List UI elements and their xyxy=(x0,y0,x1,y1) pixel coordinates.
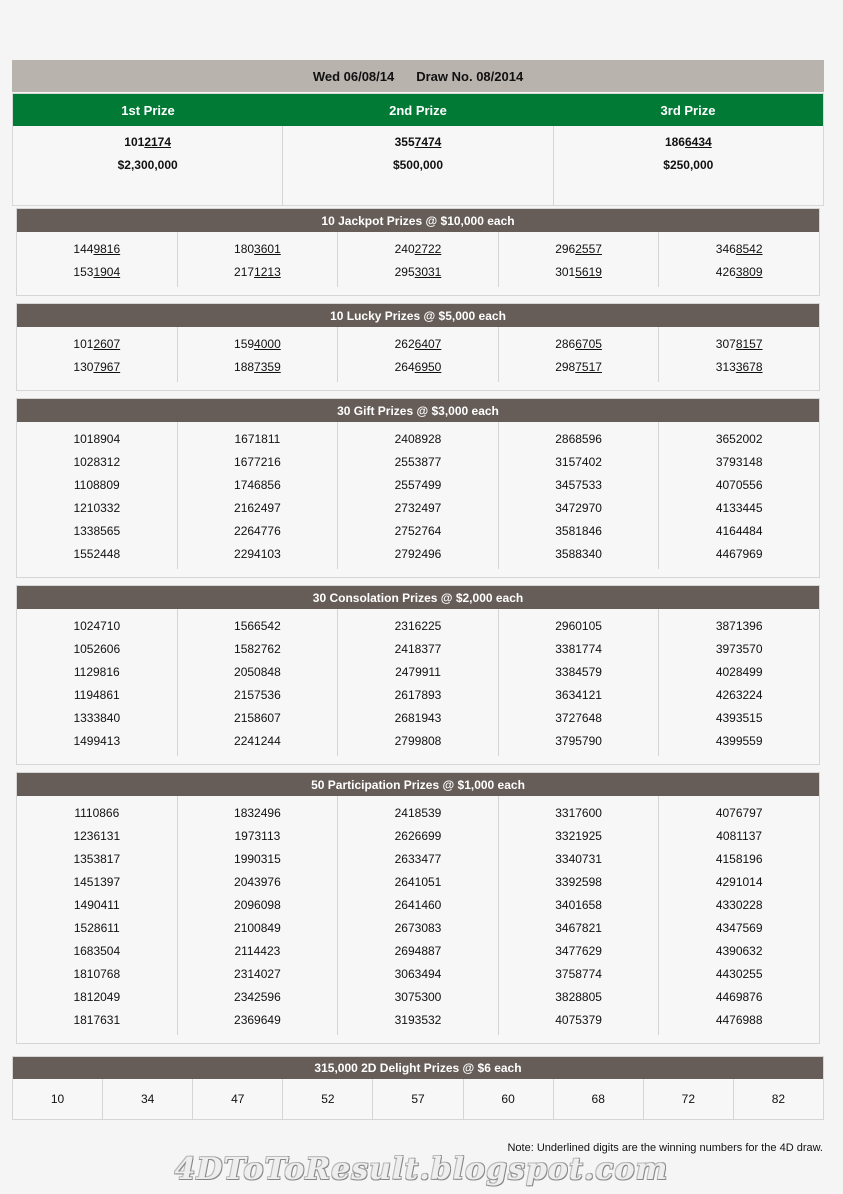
prize-number: 2408928 xyxy=(394,432,442,446)
prize-number: 4133445 xyxy=(715,501,763,515)
second-prize-heading: 2nd Prize xyxy=(389,102,447,118)
prize-column xyxy=(658,232,819,287)
winning-digits: 7517 xyxy=(575,360,602,374)
lucky-prizes-section xyxy=(16,303,820,391)
prize-number: 2626699 xyxy=(394,829,442,843)
second-prize-amount: $500,000 xyxy=(392,158,444,172)
prize-number xyxy=(716,336,763,359)
prize-number: 2043976 xyxy=(234,875,281,889)
prize-number: 2792496 xyxy=(394,547,442,561)
prize-number: 2694887 xyxy=(394,944,442,958)
prize-number: 3193532 xyxy=(394,1013,442,1027)
prize-number: 2633477 xyxy=(394,852,442,866)
second-prize-number xyxy=(395,134,442,157)
prize-column xyxy=(177,422,338,569)
prize-number xyxy=(234,359,281,382)
number-prefix: 144 xyxy=(73,242,94,256)
number-prefix: 426 xyxy=(715,265,736,279)
delight-number: 60 xyxy=(463,1079,553,1119)
third-prize-amount: $250,000 xyxy=(663,158,714,172)
prize-column xyxy=(177,232,338,287)
prize-number: 2557499 xyxy=(394,478,442,492)
winning-digits: 8542 xyxy=(735,242,763,256)
prize-number: 4393515 xyxy=(715,711,763,725)
prize-number: 1973113 xyxy=(234,829,281,843)
first-prize-amount: $2,300,000 xyxy=(117,158,178,172)
prize-number: 2868596 xyxy=(555,432,602,446)
prize-number: 2316225 xyxy=(394,619,442,633)
prize-column xyxy=(337,796,498,1035)
prize-number: 1210332 xyxy=(73,501,121,515)
prize-number: 3758774 xyxy=(555,967,602,981)
prize-number xyxy=(555,264,602,287)
number-prefix: 180 xyxy=(234,242,255,256)
number-prefix: 313 xyxy=(715,360,736,374)
prize-number: 2960105 xyxy=(555,619,602,633)
prize-number: 1451397 xyxy=(73,875,121,889)
prize-number: 1194861 xyxy=(73,688,120,702)
prize-column xyxy=(177,796,338,1035)
winning-digits: 6407 xyxy=(414,337,442,351)
prize-number: 2314027 xyxy=(234,967,281,981)
prize-number: 4476988 xyxy=(715,1013,763,1027)
prize-number: 1490411 xyxy=(73,898,120,912)
number-prefix: 240 xyxy=(394,242,415,256)
prize-number: 4390632 xyxy=(715,944,763,958)
prize-number: 1028312 xyxy=(73,455,121,469)
winning-digits: 2174 xyxy=(144,135,172,149)
prize-number: 1236131 xyxy=(73,829,121,843)
prize-column xyxy=(658,609,819,756)
prize-number: 1338565 xyxy=(73,524,121,538)
number-prefix: 298 xyxy=(555,360,576,374)
prize-number: 1817631 xyxy=(73,1013,121,1027)
prize-number: 1110866 xyxy=(74,806,120,820)
prize-number: 3317600 xyxy=(555,806,602,820)
number-prefix: 346 xyxy=(715,242,736,256)
prize-column xyxy=(337,232,498,287)
prize-number: 1552448 xyxy=(73,547,121,561)
prize-number xyxy=(395,264,442,287)
winning-digits: 2607 xyxy=(93,337,121,351)
jackpot-prizes-section xyxy=(16,208,820,296)
draw-date: Wed 06/08/14 xyxy=(312,68,395,84)
prize-column xyxy=(177,327,338,382)
prize-number: 3793148 xyxy=(715,455,763,469)
delight-number: 82 xyxy=(733,1079,823,1119)
prize-number: 3588340 xyxy=(555,547,602,561)
first-prize-cell xyxy=(13,126,282,206)
prize-number: 2732497 xyxy=(394,501,442,515)
prize-column xyxy=(498,232,659,287)
winning-digits: 2722 xyxy=(414,242,442,256)
prize-number xyxy=(234,264,281,287)
prize-number: 4469876 xyxy=(715,990,763,1004)
winning-digits: 1904 xyxy=(93,265,121,279)
prize-number: 2681943 xyxy=(394,711,442,725)
prize-number: 2050848 xyxy=(234,665,281,679)
third-prize-number xyxy=(665,134,712,157)
prize-number: 2553877 xyxy=(394,455,442,469)
prize-number xyxy=(234,241,281,264)
prize-number: 4158196 xyxy=(715,852,763,866)
prize-number: 2418539 xyxy=(394,806,442,820)
number-prefix: 355 xyxy=(394,135,415,149)
prize-column xyxy=(498,422,659,569)
prize-number: 3581846 xyxy=(555,524,602,538)
prize-number: 2418377 xyxy=(394,642,442,656)
delight-number: 34 xyxy=(102,1079,192,1119)
winning-digits: 2557 xyxy=(575,242,602,256)
prize-number: 3472970 xyxy=(555,501,602,515)
prize-number xyxy=(555,241,602,264)
second-prize-cell xyxy=(282,126,552,206)
number-prefix: 217 xyxy=(234,265,255,279)
number-prefix: 295 xyxy=(394,265,415,279)
prize-number: 3457533 xyxy=(555,478,602,492)
gift-prizes-grid xyxy=(17,422,819,569)
winning-digits: 9816 xyxy=(93,242,121,256)
lucky-prizes-title: 10 Lucky Prizes @ $5,000 each xyxy=(17,304,819,327)
prize-number: 1671811 xyxy=(234,432,281,446)
prize-number: 3321925 xyxy=(555,829,602,843)
prize-number: 2617893 xyxy=(394,688,442,702)
prize-column xyxy=(337,422,498,569)
prize-number: 3828805 xyxy=(555,990,602,1004)
number-prefix: 130 xyxy=(73,360,94,374)
prize-number: 4291014 xyxy=(715,875,763,889)
prize-number: 4430255 xyxy=(715,967,763,981)
prize-number: 4076797 xyxy=(715,806,763,820)
prize-number: 4070556 xyxy=(715,478,763,492)
prize-number: 2673083 xyxy=(394,921,442,935)
winning-digits: 3809 xyxy=(735,265,763,279)
number-prefix: 186 xyxy=(664,135,685,149)
winning-digits: 3678 xyxy=(735,360,763,374)
prize-column xyxy=(658,796,819,1035)
consolation-prizes-section xyxy=(16,585,820,765)
winning-digits: 1213 xyxy=(254,265,281,279)
prize-number: 4467969 xyxy=(715,547,763,561)
prize-number: 2264776 xyxy=(234,524,281,538)
prize-number xyxy=(395,359,442,382)
prize-number: 2369649 xyxy=(234,1013,281,1027)
prize-number: 1990315 xyxy=(234,852,281,866)
prize-number: 3467821 xyxy=(555,921,602,935)
prize-column xyxy=(17,327,177,382)
prize-number xyxy=(234,336,281,359)
first-prize-heading: 1st Prize xyxy=(121,102,175,118)
prize-number xyxy=(73,241,120,264)
delight-number: 10 xyxy=(50,1092,65,1106)
prize-number: 1832496 xyxy=(234,806,281,820)
prize-number xyxy=(716,359,763,382)
prize-number: 4081137 xyxy=(716,829,763,843)
prize-number: 4347569 xyxy=(715,921,763,935)
prize-number xyxy=(73,264,120,287)
prize-number: 4075379 xyxy=(555,1013,602,1027)
blog-watermark: 4DToToResult.blogspot.com xyxy=(174,1152,669,1187)
prize-number: 2100849 xyxy=(234,921,281,935)
prize-number xyxy=(716,241,763,264)
prize-number xyxy=(716,264,763,287)
prize-number: 1683504 xyxy=(73,944,121,958)
prize-number: 1677216 xyxy=(234,455,281,469)
prize-number: 3340731 xyxy=(555,852,602,866)
prize-number xyxy=(73,336,120,359)
number-prefix: 286 xyxy=(555,337,576,351)
draw-header xyxy=(12,60,824,92)
prize-number: 3871396 xyxy=(715,619,763,633)
prize-number: 1333840 xyxy=(73,711,121,725)
prize-number: 3652002 xyxy=(715,432,763,446)
prize-number: 1812049 xyxy=(73,990,121,1004)
prize-number: 4164484 xyxy=(715,524,763,538)
first-prize-number xyxy=(124,134,171,157)
prize-number xyxy=(395,336,442,359)
prize-number: 2157536 xyxy=(234,688,281,702)
prize-number: 3634121 xyxy=(555,688,602,702)
prize-number: 1024710 xyxy=(73,619,121,633)
prize-column xyxy=(17,796,177,1035)
consolation-prizes-grid xyxy=(17,609,819,756)
prize-number: 1810768 xyxy=(73,967,121,981)
top-prizes-header-row xyxy=(13,94,823,126)
winning-digits: 7359 xyxy=(254,360,281,374)
prize-column xyxy=(498,327,659,382)
winning-digits: 6705 xyxy=(575,337,602,351)
delight-number: 57 xyxy=(372,1079,462,1119)
delight-number: 52 xyxy=(282,1079,372,1119)
prize-number: 2342596 xyxy=(234,990,281,1004)
winning-digits: 6434 xyxy=(684,135,712,149)
prize-number: 3157402 xyxy=(555,455,602,469)
prize-number: 1582762 xyxy=(234,642,281,656)
number-prefix: 307 xyxy=(715,337,736,351)
prize-number: 3477629 xyxy=(555,944,602,958)
delight-number: 72 xyxy=(643,1079,733,1119)
prize-number: 4028499 xyxy=(715,665,763,679)
prize-column xyxy=(17,609,177,756)
prize-column xyxy=(337,327,498,382)
top-prizes-body xyxy=(13,126,823,206)
prize-number: 4330228 xyxy=(715,898,763,912)
prize-number xyxy=(395,241,442,264)
delight-prizes-title: 315,000 2D Delight Prizes @ $6 each xyxy=(13,1057,823,1079)
top-prizes-table xyxy=(12,93,824,206)
number-prefix: 159 xyxy=(234,337,255,351)
prize-column xyxy=(498,609,659,756)
prize-column xyxy=(658,422,819,569)
participation-prizes-grid xyxy=(17,796,819,1035)
prize-number: 2799808 xyxy=(394,734,442,748)
number-prefix: 301 xyxy=(555,265,576,279)
prize-column xyxy=(658,327,819,382)
participation-prizes-title: 50 Participation Prizes @ $1,000 each xyxy=(17,773,819,796)
prize-number xyxy=(73,359,120,382)
delight-numbers-row xyxy=(13,1079,823,1119)
prize-number: 1108809 xyxy=(73,478,120,492)
prize-number: 1129816 xyxy=(73,665,120,679)
winning-digits: 3601 xyxy=(254,242,281,256)
prize-number: 2479911 xyxy=(395,665,441,679)
prize-number: 1052606 xyxy=(73,642,121,656)
number-prefix: 101 xyxy=(73,337,94,351)
prize-number: 1528611 xyxy=(73,921,120,935)
winning-digits: 5619 xyxy=(575,265,602,279)
gift-prizes-section xyxy=(16,398,820,578)
consolation-prizes-title: 30 Consolation Prizes @ $2,000 each xyxy=(17,586,819,609)
prize-number: 2096098 xyxy=(234,898,281,912)
prize-column xyxy=(337,609,498,756)
prize-number: 3392598 xyxy=(555,875,602,889)
prize-number: 3075300 xyxy=(394,990,442,1004)
prize-column xyxy=(17,232,177,287)
underline-note: Note: Underlined digits are the winning numbers for the 4D draw. xyxy=(507,1142,823,1154)
jackpot-prizes-grid xyxy=(17,232,819,287)
prize-number: 4399559 xyxy=(715,734,763,748)
winning-digits: 4000 xyxy=(254,337,281,351)
prize-number: 3727648 xyxy=(555,711,602,725)
prize-column xyxy=(177,609,338,756)
prize-number: 2641051 xyxy=(394,875,442,889)
prize-number: 4263224 xyxy=(715,688,763,702)
winning-digits: 6950 xyxy=(414,360,442,374)
prize-number: 1499413 xyxy=(73,734,121,748)
winning-digits: 7474 xyxy=(414,135,442,149)
prize-number: 2114423 xyxy=(234,944,281,958)
lucky-prizes-grid xyxy=(17,327,819,382)
prize-number: 3795790 xyxy=(555,734,602,748)
third-prize-cell xyxy=(553,126,823,206)
delight-prizes-section xyxy=(12,1056,824,1120)
winning-digits: 7967 xyxy=(93,360,121,374)
prize-number: 3381774 xyxy=(555,642,602,656)
prize-number: 2158607 xyxy=(234,711,281,725)
prize-number: 1746856 xyxy=(234,478,281,492)
prize-number: 1566542 xyxy=(234,619,281,633)
prize-number: 2752764 xyxy=(394,524,442,538)
prize-column xyxy=(17,422,177,569)
prize-number: 2641460 xyxy=(394,898,442,912)
gift-prizes-title: 30 Gift Prizes @ $3,000 each xyxy=(17,399,819,422)
number-prefix: 296 xyxy=(555,242,576,256)
prize-number: 2162497 xyxy=(234,501,281,515)
prize-number: 3401658 xyxy=(555,898,602,912)
number-prefix: 262 xyxy=(394,337,415,351)
prize-number: 1018904 xyxy=(73,432,121,446)
number-prefix: 264 xyxy=(394,360,415,374)
prize-column xyxy=(498,796,659,1035)
draw-number: Draw No. 08/2014 xyxy=(416,68,524,84)
jackpot-prizes-title: 10 Jackpot Prizes @ $10,000 each xyxy=(17,209,819,232)
number-prefix: 188 xyxy=(234,360,255,374)
prize-number: 3973570 xyxy=(715,642,763,656)
prize-number: 2294103 xyxy=(234,547,281,561)
prize-number: 1353817 xyxy=(73,852,121,866)
prize-number: 2241244 xyxy=(234,734,281,748)
delight-number: 47 xyxy=(192,1079,282,1119)
third-prize-heading: 3rd Prize xyxy=(660,102,716,118)
number-prefix: 101 xyxy=(124,135,145,149)
delight-number: 68 xyxy=(553,1079,643,1119)
number-prefix: 153 xyxy=(73,265,94,279)
winning-digits: 8157 xyxy=(735,337,763,351)
winning-digits: 3031 xyxy=(414,265,442,279)
prize-number: 3063494 xyxy=(394,967,442,981)
participation-prizes-section xyxy=(16,772,820,1044)
prize-number xyxy=(555,336,602,359)
prize-number: 3384579 xyxy=(555,665,602,679)
prize-number xyxy=(555,359,602,382)
